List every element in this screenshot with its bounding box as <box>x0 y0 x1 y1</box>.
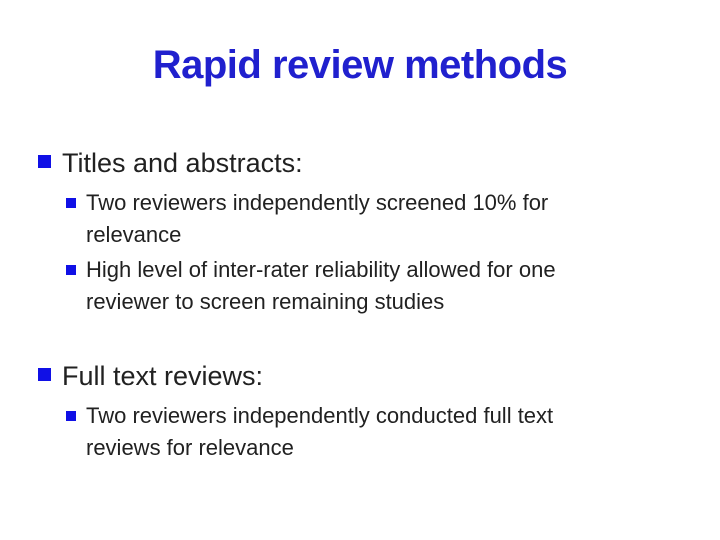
bullet-item-level2 <box>66 254 700 318</box>
bullet-text <box>86 187 548 251</box>
slide-title: Rapid review methods <box>152 43 568 87</box>
square-bullet-icon <box>66 198 76 208</box>
bullet-text-line: reviews for relevance <box>86 435 294 460</box>
bullet-heading-text: Full text reviews: <box>62 361 264 391</box>
square-bullet-icon <box>38 368 51 381</box>
bullet-item-level1 <box>38 356 700 396</box>
bullet-text-line: Two reviewers independently screened 10% for <box>86 190 549 215</box>
bullet-text-line: reviewer to screen remaining studies <box>86 289 445 314</box>
bullet-text-line: Two reviewers independently conducted full text <box>86 403 554 428</box>
bullet-text-line: relevance <box>86 222 182 247</box>
bullet-heading-text: Titles and abstracts: <box>62 148 303 178</box>
square-bullet-icon <box>38 155 51 168</box>
bullet-text-line: High level of inter-rater reliability allowed for one <box>86 257 556 282</box>
bullet-item-level2 <box>66 187 700 251</box>
bullet-item-level1 <box>38 143 700 183</box>
bullet-item-level2 <box>66 400 700 464</box>
slide-body <box>38 143 700 467</box>
bullet-text <box>86 400 553 464</box>
square-bullet-icon <box>66 265 76 275</box>
square-bullet-icon <box>66 411 76 421</box>
bullet-text <box>86 254 556 318</box>
